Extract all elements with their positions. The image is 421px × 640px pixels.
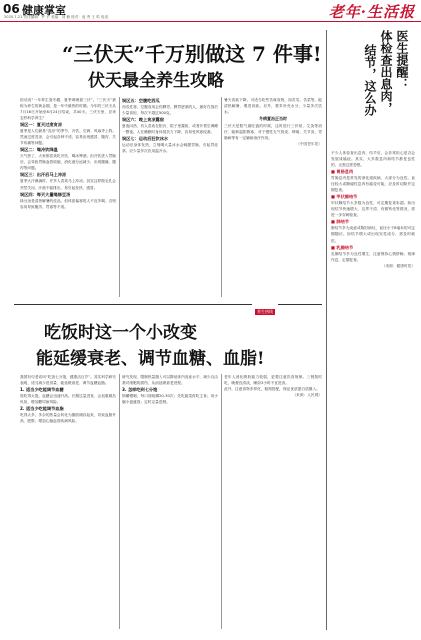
sidebar-para-2: 甲状腺结节大多数为良性，可定期复查彩超。如出现结节快速增大、边界不清、有微钙化等情况，需进一步穿刺检查。 [331,201,415,218]
article2-column2 [122,374,218,629]
sidebar-title-2: 体检查出息肉， [379,30,393,114]
divider-label-wrap [252,298,278,317]
divider-label: 养生热线 [257,309,273,314]
column-divider [119,374,120,629]
masthead-logo: 老年·生活报 [328,3,415,21]
sidebar-body [331,150,415,620]
article1-column1 [20,97,116,297]
sidebar-para-4: 乳腺结节多为良性增生，注意保持心情舒畅、规律作息，定期复查。 [331,251,415,262]
header-meta: 2020.7.21 责任编辑：罗 平 美编：刘 楠 校对：庞 秀 王 鸣 电话： [4,15,112,19]
article2-para-2: 饭吃得太饱，血糖会迅速升高。长期过量进食，会加重胰岛负担，增加糖尿病风险。 [20,394,116,405]
section-title: 健康掌室 [22,4,66,17]
article1-signature: （中国老年报） [296,142,322,147]
sidebar-subhead-4: ■ 乳腺结节 [331,244,354,250]
article2-title: 吃饭时这一个小改变 [44,323,197,343]
article1-para-7: 运动后身体发热，立刻喝大量冰水会刺激胃肠，引起胃痉挛。应少量多次饮用温开水。 [122,143,218,154]
article1-column3 [224,97,322,297]
article1-para-2: 天气热了，大家都喜欢吃冷饮、喝冰啤酒。但冷饮进入胃肠后，会导致胃肠血管收缩，消化液分泌减少，出现腹痛、腹泻等问题。 [20,154,116,171]
article1-subhead-6: 误区六：晚上贪凉露宿 [122,117,164,123]
article2-para-1: 我国有句老话叫“吃饭七分饱，健康活百岁”。其实科学研究表明，适当减少进食量，能延缓衰老、调节血糖血脂。 [20,375,116,386]
sidebar-signature: （来源：健康时报） [381,263,415,268]
article1-intro: 俗话说“一年养生靠冬藏，夏季调理靠三伏”。“三伏天”被称为养生的黄金期，是一年中最热的时期。今年的三伏天从7月16日开始至8月24日结束，共40天。三伏天里，应该怎样科学养生？ [20,98,116,121]
sidebar-title-1: 医生提醒： [395,30,409,90]
sidebar-subhead-1: ■ 胃肠息肉 [331,169,354,175]
sidebar-subhead-2: ■ 甲状腺结节 [331,194,358,200]
page-number: 06 [3,2,20,16]
article1-subtitle: 伏天最全养生攻略 [88,71,224,91]
article2-subtitle: 能延缓衰老、调节血糖、血脂! [36,349,265,369]
column-divider [221,374,222,629]
article1-para-1: 夏季是人们最易“贪凉”的季节，冷饮、空调、风扇齐上阵。然而过度贪凉，会引起各种不适，容易出现感冒、腹泻、关节疼痛等问题。 [20,129,116,146]
article1-para-9: 三伏天是阳气最旺盛的时候，这时进行三伏贴、艾灸等治疗，能够温阳散寒，对于慢性支气管炎、哮喘、关节炎、胃肠病等有一定辅助治疗作用。 [224,124,322,141]
article2-column3 [224,374,322,629]
header-rule [0,21,421,22]
article2-signature: （来源：人民网） [292,393,322,398]
page-header [0,0,421,22]
article2-para-4: 研究发现，限制热量摄入可以降低体内炎症水平，减少自由基对细胞的损伤，从而延缓衰老进程。 [122,375,218,386]
column-divider [221,97,222,297]
article2-subhead-3: 3. 怎样吃到七分饱 [122,387,158,393]
article1-para-8: 暑天食欲下降，可适当吃些苦味食物，如苦瓜、苦菜等，能清热解暑、增进食欲。另外，要多补充水分，少量多次饮水。 [224,98,322,115]
article1-column2 [122,97,218,297]
sidebar-intro: 不少人体检查出息肉、结节后，会非常担心是否会发展成癌症。其实，大多数息肉和结节都是良性的，无需过度恐慌。 [331,151,415,168]
article1-subhead-3: 误区三：出汗后马上冲凉 [20,172,67,178]
article1-para-5: 西瓜性寒，空腹食用会伤脾胃。脾胃虚寒的人，最好在饭后少量食用，每次不超过500克。 [122,105,218,116]
article2-para-7: 此外，注意食物多样化，粗细搭配，保证优质蛋白质摄入。 [224,387,320,392]
article1-subhead-1: 误区一：夏天过度贪凉 [20,122,62,128]
article1-para-6: 夏夜闷热，有人喜欢在阳台、院子里露宿，或者开着空调睡一整夜。人在睡眠时身体抵抗力下降，容易受风寒侵袭。 [122,124,218,135]
sidebar-para-3: 肺结节多为炎症或陈旧病灶，直径小于8毫米的可定期随访。如结节增大或出现实性成分，需及时就医。 [331,226,415,243]
article1-subhead-4: 误区四：每天大量喝绿豆汤 [20,191,71,197]
article2-para-3: 吃得太多，多余的热量会转化为脂肪储存起来，导致血脂升高、肥胖，增加心脑血管疾病风险。 [20,413,116,424]
article2-para-5: 细嚼慢咽，每口饭咀嚼20-30次；先吃蔬菜再吃主食；用小碗小盘盛饭；定时定量进餐。 [122,394,218,405]
article1-subhead-8: 冬病夏治正当时 [259,116,287,122]
article2-column1 [20,374,116,629]
sidebar-title-3: 结节，这么办 [363,44,377,116]
article1-para-4: 绿豆汤是清热解暑的佳品，但体质偏寒的人不宜多喝，否则容易导致腹泻、胃寒等不适。 [20,198,116,209]
article1-subhead-5: 误区五：空腹吃西瓜 [122,98,160,103]
article2-subhead-1: 1. 适当少吃能调节血糖 [20,387,64,393]
sidebar-para-1: 胃肠息肉是常见的消化道疾病，大部分为良性。直径较大或腺瘤性息肉有癌变可能，应及时切除并定期复查。 [331,176,415,193]
article1-subhead-7: 误区七：运动后狂饮冰水 [122,136,169,142]
article1-para-3: 夏季大汗淋漓时，许多人喜欢马上冲凉。其实这样做毛孔会突然关闭，汗液不能排出，易引起发热、感冒。 [20,179,116,190]
sidebar-divider [326,30,327,630]
article1-title: “三伏天”千万别做这 7 件事! [62,42,322,66]
article1-subhead-2: 误区二：喝冷饮降温 [20,147,58,153]
sidebar-subhead-3: ■ 肺结节 [331,219,349,225]
article2-para-6: 老年人消化吸收能力较弱，更要注意饮食规律。三餐按时吃，晚餐宜清淡，睡前3小时不宜进食。 [224,375,322,386]
column-divider [119,97,120,297]
article2-subhead-2: 2. 适当少吃能调节血脂 [20,406,64,412]
